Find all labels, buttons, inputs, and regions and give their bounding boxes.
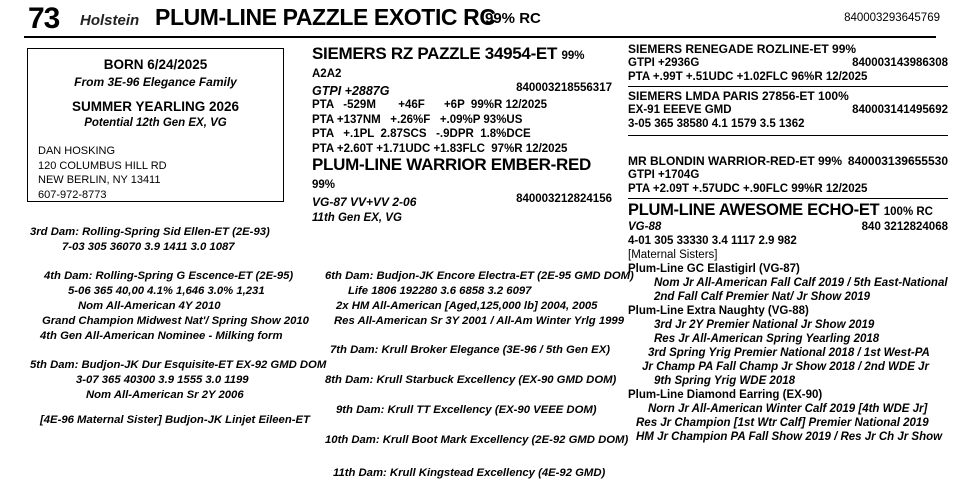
ped-4th-dam: 4th Dam: Rolling-Spring G Escence-ET (2E-95): [44, 270, 294, 282]
ped-10th-dam: 10th Dam: Krull Boot Mark Excellency (2E-92 GMD DOM): [325, 434, 629, 446]
potential-line: Potential 12th Gen EX, VG: [84, 117, 227, 129]
sister-1-award-1: Nom Jr All-American Fall Calf 2019 / 5th East-National: [654, 277, 948, 289]
sire-name: SIEMERS RZ PAZZLE 34954-ET: [312, 44, 558, 63]
sire-block: [312, 44, 612, 156]
ped-6th-dam: 6th Dam: Budjon-JK Encore Electra-ET (2E-95 GMD DOM): [325, 270, 634, 282]
grandsire-1-reg: 840003143986308: [852, 57, 948, 69]
ped-11th-dam: 11th Dam: Krull Kingstead Excellency (4E-92 GMD): [333, 467, 606, 479]
ped-4th-dam-record: 5-06 365 40,00 4.1% 1,646 3.0% 1,231: [68, 285, 265, 297]
registration-number: 840003293645769: [844, 12, 940, 24]
sister-1-name: Plum-Line GC Elastigirl (VG-87): [628, 263, 800, 275]
sister-2-name: Plum-Line Extra Naughty (VG-88): [628, 305, 809, 317]
sister-1-award-2: 2nd Fall Calf Premier Nat/ Jr Show 2019: [654, 291, 871, 303]
consignor-name: DAN HOSKING: [38, 145, 116, 157]
right-divider-2: [628, 135, 948, 136]
ped-7th-dam: 7th Dam: Krull Broker Elegance (3E-96 / 5th Gen EX): [330, 344, 610, 356]
sire-pta-2: PTA +137NM +.26%F +.09%P 93%US: [312, 113, 523, 126]
sister-3-award-3: HM Jr Champion PA Fall Show 2019 / Res Jr Ch Jr Show: [636, 431, 943, 443]
ped-6th-dam-record: Life 1806 192280 3.6 6858 3.2 6097: [348, 285, 532, 297]
sister-3-name: Plum-Line Diamond Earring (EX-90): [628, 389, 823, 401]
sister-2-award-1: 3rd Jr 2Y Premier National Jr Show 2019: [654, 319, 875, 331]
consignor-phone: 607-972-8773: [38, 188, 107, 201]
spacer-block: [628, 138, 948, 154]
consignor-address-2: NEW BERLIN, NY 13411: [38, 174, 161, 186]
ped-5th-dam-record: 3-07 365 40300 3.9 1555 3.0 1199: [76, 374, 249, 386]
sister-3-award-2: Res Jr Champion [1st Wtr Calf] Premier National 2019: [636, 417, 929, 429]
sire-registration: 840003218556317: [516, 82, 612, 94]
born-date: BORN 6/24/2025: [103, 57, 208, 72]
animal-name: PLUM-LINE PAZZLE EXOTIC RC: [155, 4, 496, 30]
ped-5th-dam: 5th Dam: Budjon-JK Dur Esquisite-ET EX-92 GMD DOM: [30, 359, 327, 371]
ped-6th-dam-award-1: 2x HM All-American [Aged,125,000 lb] 2004, 2005: [336, 300, 598, 312]
dam-suffix: 99%: [312, 179, 336, 191]
dam-block: [312, 155, 612, 209]
header-divider: [24, 36, 936, 38]
echo-record: 4-01 305 33330 3.4 1117 2.9 982: [628, 235, 797, 247]
sire-suffix: 99% A2A2: [312, 50, 585, 80]
grandsire-1-pta: PTA +.99T +.51UDC +1.02FLC 96%R 12/2025: [628, 71, 868, 83]
sire-name-row: [312, 44, 612, 82]
grandsire-2-reg: 840003139655530: [847, 154, 948, 168]
dam-registration: 840003212824156: [516, 193, 612, 205]
grandsire-1-gtpi: GTPI +2936G: [628, 57, 700, 69]
echo-registration: 840 3212824068: [861, 221, 948, 233]
dam-classification: VG-87 VV+VV 2-06: [312, 195, 417, 209]
info-box: [27, 48, 284, 202]
pedigree-section: [0, 222, 956, 490]
dam-name: PLUM-LINE WARRIOR EMBER-RED: [312, 155, 591, 174]
ped-9th-dam: 9th Dam: Krull TT Excellency (EX-90 VEEE DOM): [336, 404, 597, 416]
granddam-1-name: SIEMERS LMDA PARIS 27856-ET 100%: [628, 89, 849, 103]
sire-gtpi: GTPI +2887G: [312, 84, 390, 98]
ped-6th-dam-award-2: Res All-American Sr 3Y 2001 / All-Am Winter Yrlg 1999: [334, 315, 624, 327]
grandsire-1-name: SIEMERS RENEGADE ROZLINE-ET 99%: [628, 42, 857, 56]
grandsire-2-name: MR BLONDIN WARRIOR-RED-ET 99%: [628, 154, 843, 168]
breed-label: Holstein: [80, 12, 140, 29]
sire-pta-4: PTA +2.60T +1.71UDC +1.83FLC 97%R 12/2025: [312, 142, 568, 155]
sire-pta-1: PTA -529M +46F +6P 99%R 12/2025: [312, 99, 548, 111]
right-divider-1: [628, 86, 948, 87]
sister-2-award-2: Res Jr All-American Spring Yearling 2018: [654, 333, 880, 345]
right-divider-3: [628, 198, 948, 199]
grandsire-2-pta: PTA +2.09T +.57UDC +.90FLC 99%R 12/2025: [628, 183, 868, 195]
sister-3-award-1: Norn Jr All-American Winter Calf 2019 [4th WDE Jr]: [648, 403, 928, 415]
ped-3rd-dam: 3rd Dam: Rolling-Spring Sid Ellen-ET (2E-93): [30, 226, 270, 238]
ped-8th-dam: 8th Dam: Krull Starbuck Excellency (EX-90 GMD DOM): [325, 374, 617, 386]
lot-number: 73: [28, 2, 60, 35]
sister-2-award-5: 9th Spring Yrig WDE 2018: [654, 375, 796, 387]
grandsire-block-1: [628, 42, 948, 84]
ped-4th-dam-award-2: Grand Champion Midwest Nat'/ Spring Show 2010: [42, 315, 309, 327]
echo-suffix: 100% RC: [883, 206, 933, 218]
sister-2-award-4: Jr Champ PA Fall Champ Jr Show 2018 / 2nd WDE Jr: [642, 361, 929, 373]
dam-generation: 11th Gen EX, VG: [312, 212, 402, 224]
echo-name: PLUM-LINE AWESOME ECHO-ET: [628, 201, 880, 219]
yearling-class: SUMMER YEARLING 2026: [71, 99, 240, 114]
family-line: From 3E-96 Elegance Family: [74, 75, 237, 89]
consignor-address-1: 120 COLUMBUS HILL RD: [38, 159, 167, 172]
ped-3rd-dam-record: 7-03 305 36070 3.9 1411 3.0 1087: [62, 241, 235, 253]
ped-4th-dam-award-3: 4th Gen All-American Nominee - Milking form: [40, 330, 283, 342]
page-header: [0, 0, 956, 40]
ped-4th-dam-award-1: Nom All-American 4Y 2010: [78, 300, 221, 312]
ped-5th-dam-award-1: Nom All-American Sr 2Y 2006: [86, 389, 244, 401]
grandsire-2-gtpi: GTPI +1704G: [628, 169, 700, 181]
echo-classification: VG-88: [628, 221, 662, 233]
dam-name-row: [312, 155, 612, 193]
sire-pta-3: PTA +.1PL 2.87SCS -.9DPR 1.8%DCE: [312, 128, 531, 140]
granddam-block-1: [628, 89, 948, 131]
sister-2-award-3: 3rd Spring Yrig Premier National 2018 / 1st West-PA: [648, 347, 930, 359]
consignor-block: [38, 144, 167, 202]
ped-maternal-sister: [4E-96 Maternal Sister] Budjon-JK Linjet Eileen-ET: [40, 414, 310, 426]
granddam-1-reg: 840003141495692: [852, 104, 948, 116]
rc-percent: 99% RC: [485, 10, 541, 27]
granddam-1-record: 3-05 365 38580 4.1 1579 3.5 1362: [628, 118, 805, 130]
granddam-1-class: EX-91 EEEVE GMD: [628, 104, 732, 116]
grandsire-block-2: [628, 154, 948, 196]
maternal-sisters-label: [Maternal Sisters]: [628, 249, 718, 261]
